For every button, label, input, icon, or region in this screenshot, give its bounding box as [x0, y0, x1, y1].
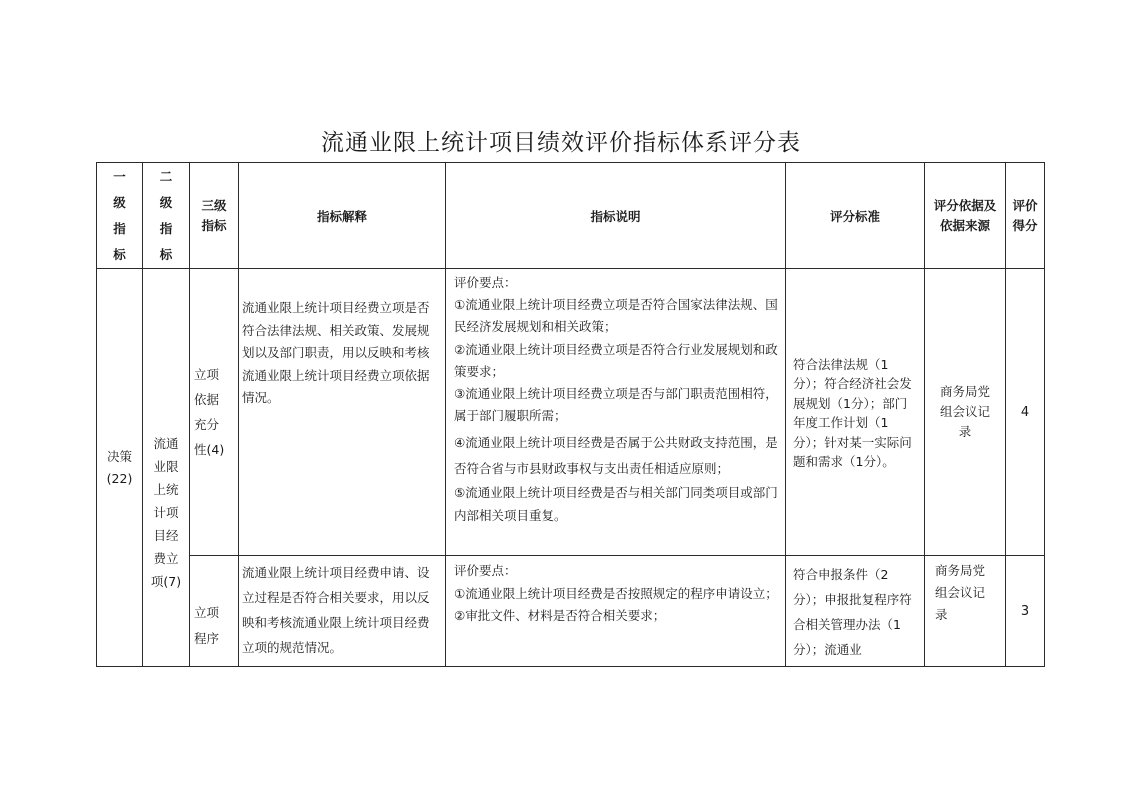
table-row — [97, 556, 1045, 667]
standard-cell: 符合申报条件（2分）；申报批复程序符合相关管理办法（1分）；流通业 — [786, 556, 925, 667]
table-row — [97, 269, 1045, 556]
page-title: 流通业限上统计项目绩效评价指标体系评分表 — [321, 130, 801, 156]
header-score: 评价 得分 — [1006, 163, 1045, 269]
description-cell: 评价要点： ①流通业限上统计项目经费立项是否符合国家法律法规、国民经济发展规划和相关政策； ②流通业限上统计项目经费立项是否符合行业发展规划和政策要求； ③流通业限上统计项目经费立项是否与部门职责范围相符，属于部门履职所需； ④流通业限上统计项目经费是否属于公共财政支持范围，是否符合省与市县财政事权与支出责任相适应原则； ⑤流通业限上统计项目经费是否与相关部门同类项目或部门内部相关项目重复。 — [446, 269, 786, 556]
header-source: 评分依据及 依据来源 — [925, 163, 1006, 269]
level3-cell: 立项 程序 — [190, 556, 239, 667]
description-cell: 评价要点： ①流通业限上统计项目经费是否按照规定的程序申请设立； ②审批文件、材料是否符合相关要求； — [446, 556, 786, 667]
source-cell: 商务局党 组会议记 录 — [925, 269, 1006, 556]
explanation-cell: 流通业限上统计项目经费立项是否符合法律法规、相关政策、发展规划以及部门职责，用以反映和考核流通业限上统计项目经费立项依据情况。 — [239, 269, 446, 556]
score-cell: 3 — [1006, 556, 1045, 667]
standard-cell: 符合法律法规（1分）；符合经济社会发展规划（1分）；部门年度工作计划（1分）；针对某一实际问题和需求（1分）。 — [786, 269, 925, 556]
header-row — [97, 163, 1045, 269]
header-description: 指标说明 — [446, 163, 786, 269]
level2-cell: 流通 业限 上统 计项 目经 费立 项(7) — [143, 269, 190, 667]
source-cell: 商务局党 组会议记 录 — [925, 556, 1006, 667]
level1-cell: 决策 (22) — [97, 269, 143, 667]
evaluation-table — [96, 162, 1045, 667]
level3-cell: 立项 依据 充分 性(4) — [190, 269, 239, 556]
header-level3: 三级 指标 — [190, 163, 239, 269]
explanation-cell: 流通业限上统计项目经费申请、设立过程是否符合相关要求，用以反映和考核流通业限上统计项目经费立项的规范情况。 — [239, 556, 446, 667]
header-explanation: 指标解释 — [239, 163, 446, 269]
header-level1: 一 级 指 标 — [97, 163, 143, 269]
score-cell: 4 — [1006, 269, 1045, 556]
header-standard: 评分标准 — [786, 163, 925, 269]
header-level2: 二 级 指 标 — [143, 163, 190, 269]
